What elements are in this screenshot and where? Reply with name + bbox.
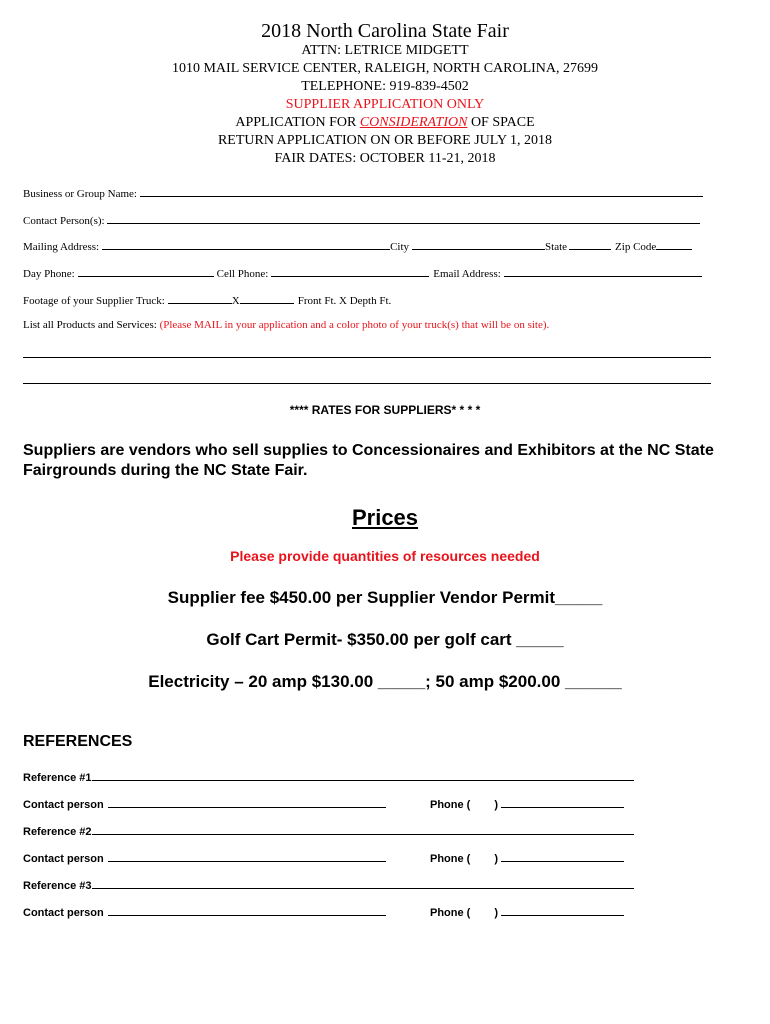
cell-phone-field[interactable] — [271, 265, 429, 277]
zip-field[interactable] — [656, 238, 692, 250]
reference-2-phone-row — [430, 850, 624, 865]
reference-1-contact-field[interactable] — [108, 796, 386, 808]
phone-email-row — [23, 265, 702, 280]
contact-person-label: Contact Person(s): — [23, 215, 105, 227]
business-name-label: Business or Group Name: — [23, 188, 137, 200]
reference-3-phone-field[interactable] — [501, 904, 624, 916]
reference-1-phone-field[interactable] — [501, 796, 624, 808]
prices-title: Prices — [351, 505, 419, 530]
supplier-only-line: SUPPLIER APPLICATION ONLY — [285, 97, 485, 112]
products-row — [23, 319, 549, 331]
footage-front-field[interactable] — [168, 292, 232, 304]
return-by-line: RETURN APPLICATION ON OR BEFORE JULY 1, 2018 — [217, 133, 553, 148]
reference-1-field[interactable] — [92, 769, 634, 781]
reference-2-field[interactable] — [92, 823, 634, 835]
phone-label: Phone ( — [430, 907, 471, 919]
phone-label: Phone ( — [430, 853, 471, 865]
state-field[interactable] — [569, 238, 611, 250]
footage-row — [23, 292, 391, 307]
footage-x-label: X — [231, 295, 240, 307]
state-label: State — [545, 241, 568, 253]
business-name-row — [23, 185, 703, 200]
application-for-suffix: OF SPACE — [467, 115, 535, 130]
reference-2-phone-field[interactable] — [501, 850, 624, 862]
business-name-field[interactable] — [140, 185, 703, 197]
reference-3-phone-row — [430, 904, 624, 919]
cell-phone-label: Cell Phone: — [216, 268, 269, 280]
day-phone-label: Day Phone: — [23, 268, 75, 280]
products-note: (Please MAIL in your application and a color photo of your truck(s) that will be on site). — [159, 319, 550, 331]
contact-person-label: Contact person — [23, 853, 104, 865]
reference-3-field[interactable] — [92, 877, 634, 889]
phone-close: ) — [494, 853, 499, 865]
phone-close: ) — [494, 799, 499, 811]
reference-2-contact-row — [23, 850, 386, 865]
footage-suffix: Front Ft. X Depth Ft. — [297, 295, 392, 307]
mailing-address-field[interactable] — [102, 238, 390, 250]
contact-person-row — [23, 212, 700, 227]
rates-heading: **** RATES FOR SUPPLIERS* * * * — [289, 403, 481, 417]
application-for-line — [0, 115, 770, 131]
telephone-line: TELEPHONE: 919-839-4502 — [301, 79, 469, 94]
address-line: 1010 MAIL SERVICE CENTER, RALEIGH, NORTH CAROLINA, 27699 — [171, 61, 599, 76]
phone-label: Phone ( — [430, 799, 471, 811]
reference-2-contact-field[interactable] — [108, 850, 386, 862]
email-field[interactable] — [504, 265, 702, 277]
fair-dates-line: FAIR DATES: OCTOBER 11-21, 2018 — [274, 151, 496, 166]
reference-1-label: Reference #1 — [23, 772, 92, 784]
references-heading: REFERENCES — [23, 733, 133, 750]
day-phone-field[interactable] — [78, 265, 214, 277]
reference-3-row — [23, 877, 634, 892]
products-line-2[interactable] — [23, 383, 711, 384]
mailing-address-label: Mailing Address: — [23, 241, 100, 253]
attn-line: ATTN: LETRICE MIDGETT — [301, 43, 469, 58]
reference-1-row — [23, 769, 634, 784]
reference-1-phone-row — [430, 796, 624, 811]
footage-depth-field[interactable] — [240, 292, 294, 304]
golf-cart-line: Golf Cart Permit- $350.00 per golf cart _____ — [206, 630, 564, 649]
phone-close: ) — [494, 907, 499, 919]
footage-label: Footage of your Supplier Truck: — [23, 295, 165, 307]
consideration-text: CONSIDERATION — [359, 115, 468, 130]
suppliers-description: Suppliers are vendors who sell supplies to Concessionaires and Exhibitors at the NC State Fairgrounds during the NC State Fair. — [23, 442, 714, 479]
contact-person-label: Contact person — [23, 907, 104, 919]
products-label: List all Products and Services: — [23, 319, 157, 331]
products-line-1[interactable] — [23, 357, 711, 358]
electricity-line: Electricity – 20 amp $130.00 _____; 50 amp $200.00 ______ — [148, 672, 622, 691]
contact-person-label: Contact person — [23, 799, 104, 811]
reference-3-contact-field[interactable] — [108, 904, 386, 916]
page-title: 2018 North Carolina State Fair — [261, 20, 509, 42]
application-for-prefix: APPLICATION FOR — [235, 115, 360, 130]
zip-label: Zip Code — [615, 241, 657, 253]
reference-2-row — [23, 823, 634, 838]
quantities-note: Please provide quantities of resources needed — [230, 548, 540, 564]
contact-person-field[interactable] — [107, 212, 700, 224]
reference-3-label: Reference #3 — [23, 880, 92, 892]
email-label: Email Address: — [433, 268, 501, 280]
supplier-fee-line: Supplier fee $450.00 per Supplier Vendor Permit_____ — [167, 588, 603, 607]
reference-2-label: Reference #2 — [23, 826, 92, 838]
mailing-address-row — [23, 238, 692, 253]
city-field[interactable] — [412, 238, 545, 250]
reference-3-contact-row — [23, 904, 386, 919]
city-label: City — [390, 241, 410, 253]
reference-1-contact-row — [23, 796, 386, 811]
